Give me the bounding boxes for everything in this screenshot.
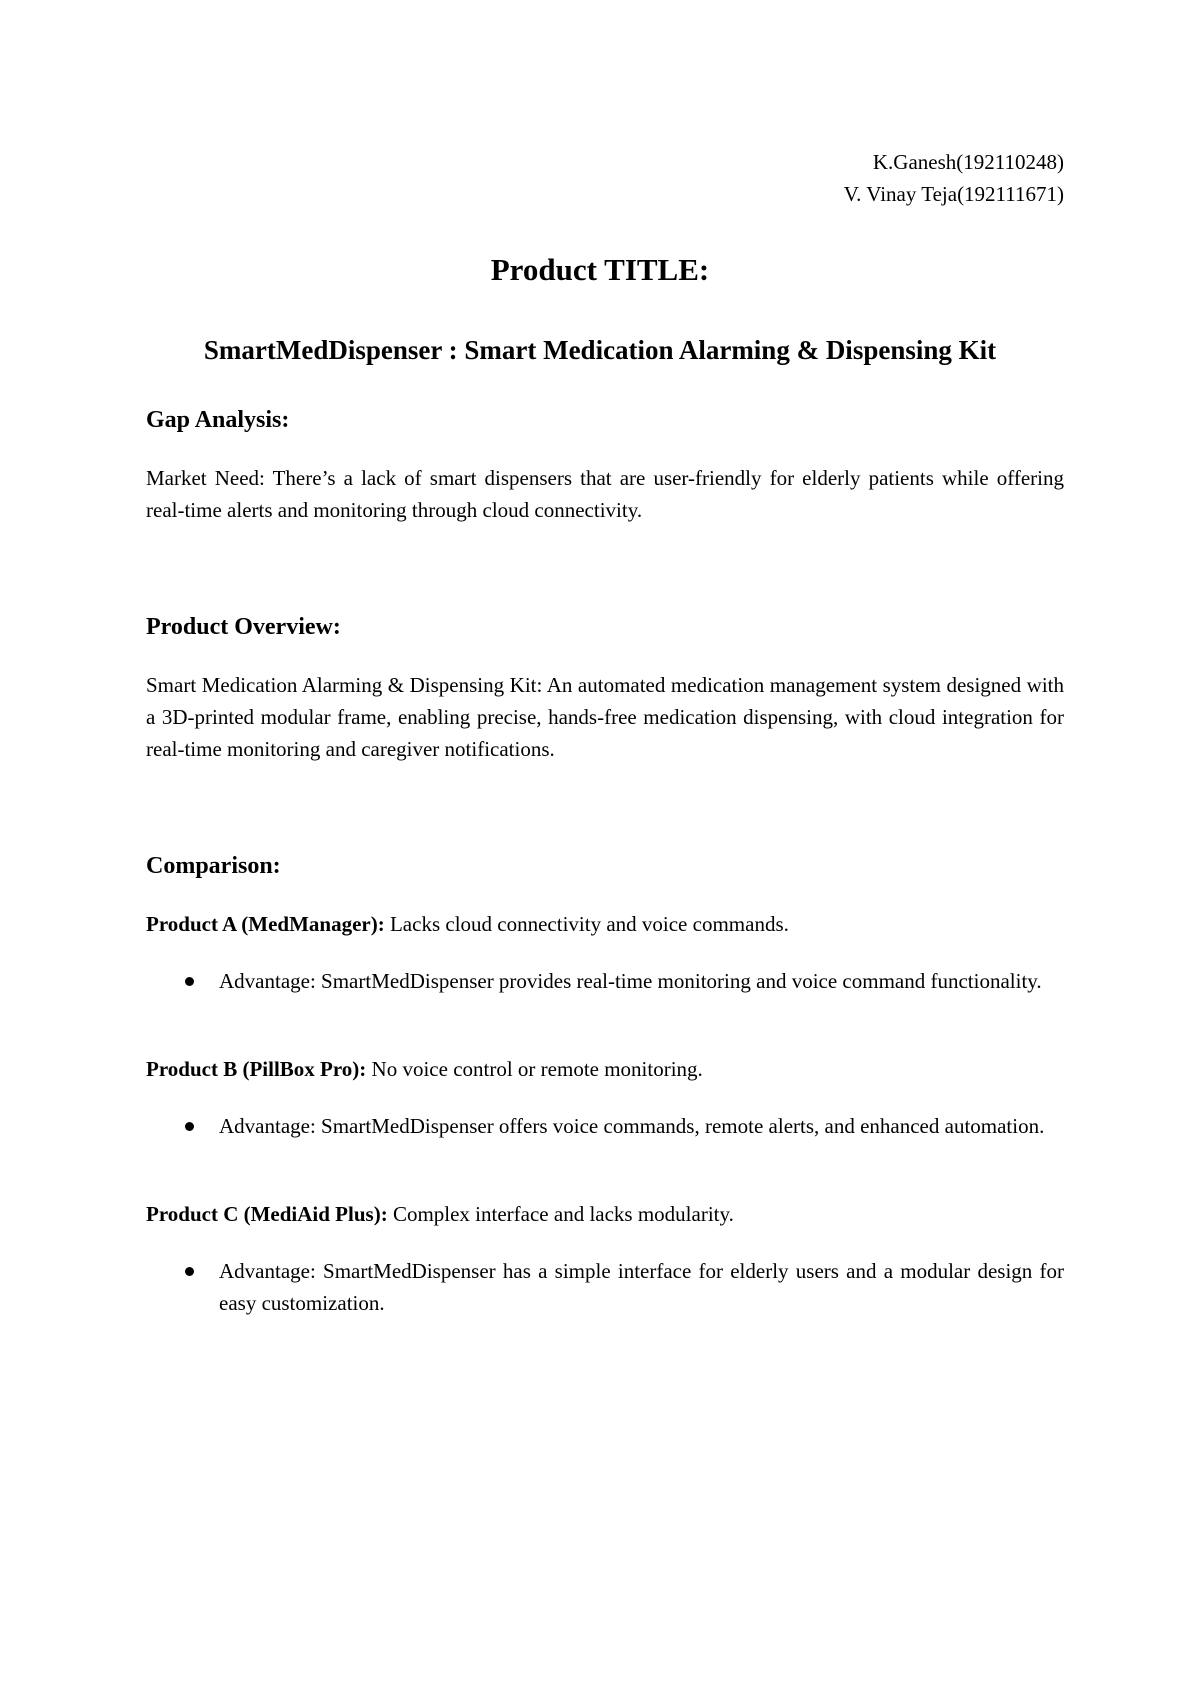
bullet-icon bbox=[185, 1122, 194, 1131]
author-block bbox=[844, 146, 1064, 210]
product-a-advantage-item bbox=[146, 965, 1064, 997]
product-c-line bbox=[146, 1198, 1064, 1230]
gap-analysis-section bbox=[146, 462, 1064, 526]
comparison-heading-block bbox=[146, 850, 1064, 882]
product-c-advantage: Advantage: SmartMedDispenser has a simple interface for elderly users and a modular design for easy customization. bbox=[219, 1259, 1064, 1315]
bullet-icon bbox=[185, 977, 194, 986]
product-c-desc: Complex interface and lacks modularity. bbox=[387, 1202, 734, 1226]
document-title: Product TITLE: bbox=[490, 252, 710, 287]
product-a-desc: Lacks cloud connectivity and voice commands. bbox=[384, 912, 789, 936]
product-a-advantage: Advantage: SmartMedDispenser provides real-time monitoring and voice command functionality. bbox=[219, 969, 1042, 993]
overview-text: Smart Medication Alarming & Dispensing Kit: An automated medication management system designed with a 3D-printed modular frame, enabling precise, hands-free medication dispensing, with cloud integration for real-time monitoring and caregiver notifications. bbox=[146, 673, 1064, 761]
gap-analysis-heading: Gap Analysis: bbox=[146, 407, 290, 433]
gap-analysis-heading-block bbox=[146, 404, 1064, 436]
product-a-line bbox=[146, 908, 1064, 940]
product-c-advantage-item bbox=[146, 1255, 1064, 1319]
product-b-desc: No voice control or remote monitoring. bbox=[366, 1057, 703, 1081]
bullet-icon bbox=[185, 1267, 194, 1276]
comparison-heading: Comparison: bbox=[146, 853, 281, 879]
product-title: SmartMedDispenser : Smart Medication Alarming & Dispensing Kit bbox=[203, 335, 997, 365]
overview-heading-block bbox=[146, 611, 1064, 643]
author-name: V. Vinay Teja(192111671) bbox=[843, 182, 1064, 206]
product-b-advantage: Advantage: SmartMedDispenser offers voice commands, remote alerts, and enhanced automation. bbox=[219, 1114, 1045, 1138]
overview-heading: Product Overview: bbox=[146, 614, 341, 640]
author-name: K.Ganesh(192110248) bbox=[872, 150, 1064, 174]
product-b-name: Product B (PillBox Pro): bbox=[146, 1057, 367, 1081]
product-a-name: Product A (MedManager): bbox=[146, 912, 385, 936]
product-b-line bbox=[146, 1053, 1064, 1085]
product-c-name: Product C (MediAid Plus): bbox=[146, 1202, 388, 1226]
gap-analysis-text: Market Need: There’s a lack of smart dispensers that are user-friendly for elderly patients while offering real-time alerts and monitoring through cloud connectivity. bbox=[146, 466, 1064, 522]
product-b-advantage-item bbox=[146, 1110, 1064, 1142]
overview-section bbox=[146, 669, 1064, 765]
